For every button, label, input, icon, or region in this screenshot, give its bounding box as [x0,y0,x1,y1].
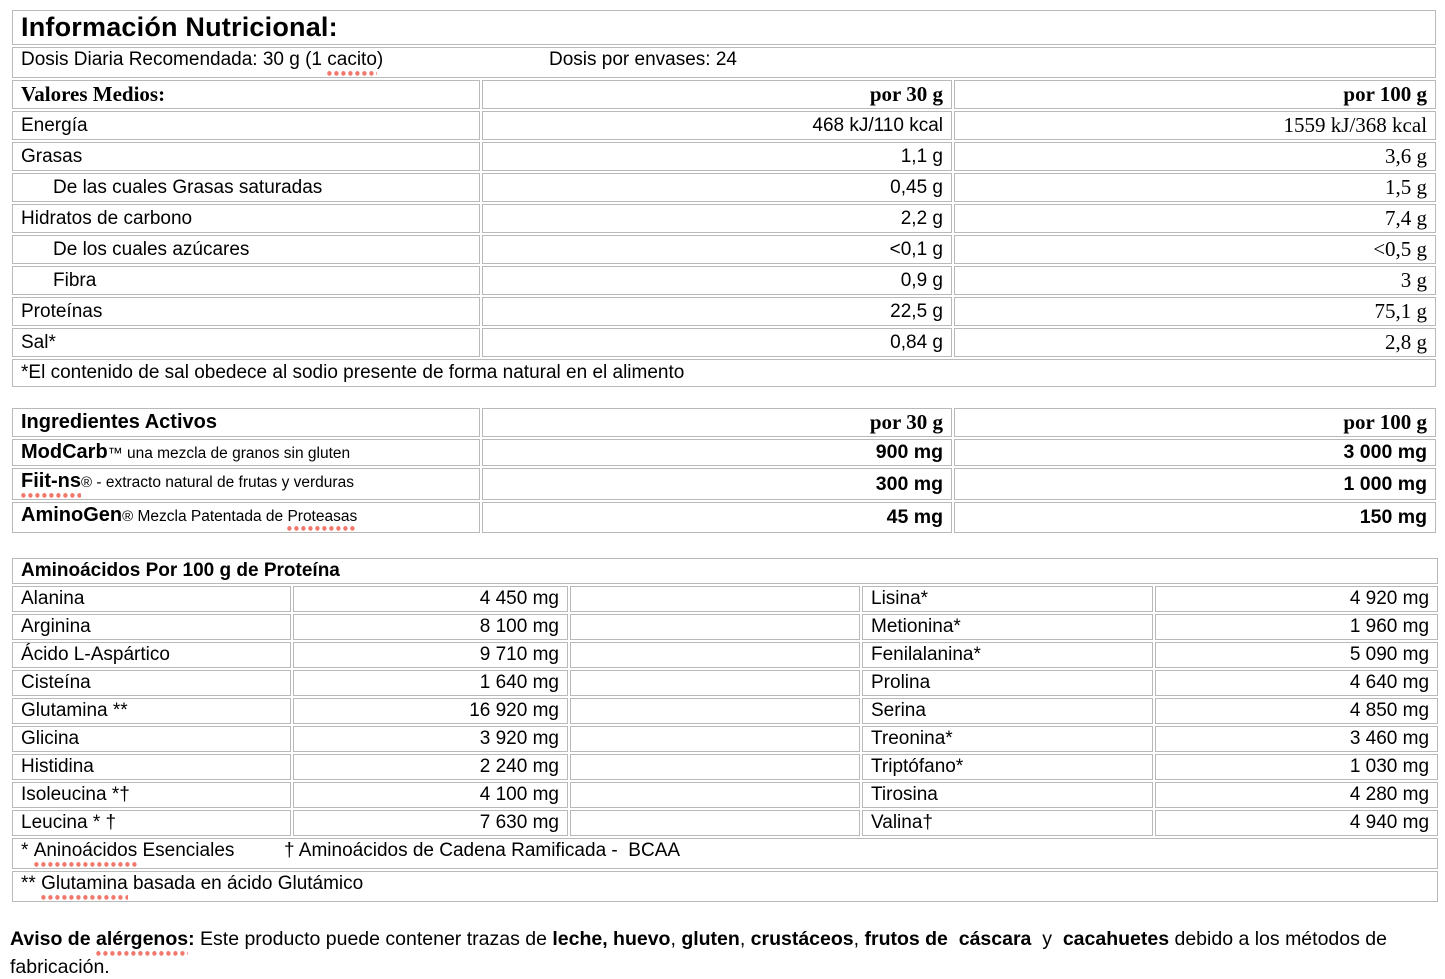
page-title: Información Nutricional: [12,10,1436,45]
amino-name: Prolina [862,670,1153,696]
spacer-cell [570,642,860,668]
misspelled-word: Aninoácidos [34,840,138,867]
table-row [12,871,1438,902]
table-row [12,838,1438,869]
amino-value: 1 960 mg [1155,614,1438,640]
table-row [12,782,1438,808]
value-per-100g: 3,6 g [954,142,1436,171]
amino-value: 5 090 mg [1155,642,1438,668]
value-per-100g: 150 mg [954,502,1436,533]
table-row [12,754,1438,780]
amino-value: 8 100 mg [293,614,568,640]
ingredient-label: AminoGen® Mezcla Patentada de Proteasas [12,502,480,533]
amino-value: 4 100 mg [293,782,568,808]
amino-name: Tirosina [862,782,1153,808]
column-header-per-100g: por 100 g [954,80,1436,109]
salt-footnote: *El contenido de sal obedece al sodio presente de forma natural en el alimento [12,359,1436,387]
column-header-ingredientes: Ingredientes Activos [12,408,480,437]
amino-acids-header: Aminoácidos Por 100 g de Proteína [12,558,1438,584]
value-per-30g: 0,84 g [482,328,952,357]
amino-name: Glicina [12,726,291,752]
amino-value: 2 240 mg [293,754,568,780]
table-row [12,726,1438,752]
value-per-30g: 900 mg [482,439,952,466]
table-row [12,359,1436,387]
table-header-row [12,408,1436,437]
spacer-cell [570,698,860,724]
value-per-100g: 2,8 g [954,328,1436,357]
nutrition-facts-table [10,8,1438,389]
essential-footnote: * Aninoácidos Esenciales † Aminoácidos de Cadena Ramificada - BCAA [12,838,1438,869]
value-per-30g: 1,1 g [482,142,952,171]
table-row [12,235,1436,264]
spacer-cell [570,614,860,640]
dosis-recomendada: Dosis Diaria Recomendada: 30 g (1 cacito) [21,49,549,76]
nutrient-label: De las cuales Grasas saturadas [12,173,480,202]
amino-acids-table [10,556,1440,904]
amino-value: 1 640 mg [293,670,568,696]
ingredient-label: ModCarb™ una mezcla de granos sin gluten [12,439,480,466]
nutrient-label: De los cuales azúcares [12,235,480,264]
amino-name: Ácido L-Aspártico [12,642,291,668]
amino-value: 4 920 mg [1155,586,1438,612]
amino-name: Glutamina ** [12,698,291,724]
spacer-cell [570,810,860,836]
value-per-30g: <0,1 g [482,235,952,264]
table-row [12,468,1436,500]
value-per-30g: 468 kJ/110 kcal [482,111,952,140]
column-header-valores: Valores Medios: [12,80,480,109]
misspelled-word: Proteasas [287,508,357,531]
amino-name: Serina [862,698,1153,724]
amino-value: 16 920 mg [293,698,568,724]
column-header-per-30g: por 30 g [482,408,952,437]
table-row [12,47,1436,78]
table-row [12,810,1438,836]
amino-value: 1 030 mg [1155,754,1438,780]
allergen-warning: Aviso de alérgenos: Este producto puede contener trazas de leche, huevo, gluten, crustáceos, frutos de cáscara y cacahuetes debido a los métodos de fabricación. [10,928,1393,978]
active-ingredients-table [10,406,1438,535]
nutrient-label: Proteínas [12,297,480,326]
value-per-100g: <0,5 g [954,235,1436,264]
nutrient-label: Energía [12,111,480,140]
nutrient-label: Hidratos de carbono [12,204,480,233]
amino-value: 4 940 mg [1155,810,1438,836]
table-row [12,204,1436,233]
value-per-30g: 300 mg [482,468,952,500]
spacer-cell [570,782,860,808]
value-per-100g: 1 000 mg [954,468,1436,500]
value-per-100g: 1,5 g [954,173,1436,202]
table-row [12,670,1438,696]
amino-name: Lisina* [862,586,1153,612]
value-per-30g: 22,5 g [482,297,952,326]
amino-name: Alanina [12,586,291,612]
nutrition-label [10,8,1438,979]
amino-value: 4 850 mg [1155,698,1438,724]
spacer-cell [570,726,860,752]
amino-value: 4 280 mg [1155,782,1438,808]
amino-name: Cisteína [12,670,291,696]
table-header-row [12,558,1438,584]
table-row [12,642,1438,668]
amino-name: Leucina * † [12,810,291,836]
misspelled-word: Fiit-ns [21,470,81,498]
amino-name: Histidina [12,754,291,780]
misspelled-word: alérgenos [96,928,188,956]
value-per-30g: 2,2 g [482,204,952,233]
value-per-100g: 75,1 g [954,297,1436,326]
table-row [12,266,1436,295]
amino-name: Treonina* [862,726,1153,752]
amino-name: Metionina* [862,614,1153,640]
ingredient-label: Fiit-ns® - extracto natural de frutas y verduras [12,468,480,500]
amino-value: 4 450 mg [293,586,568,612]
amino-name: Triptófano* [862,754,1153,780]
table-row [12,698,1438,724]
table-row [12,297,1436,326]
amino-name: Valina† [862,810,1153,836]
value-per-30g: 0,45 g [482,173,952,202]
dosis-row [12,47,1436,78]
value-per-100g: 1559 kJ/368 kcal [954,111,1436,140]
value-per-100g: 3 000 mg [954,439,1436,466]
spacer-cell [570,754,860,780]
table-row [12,111,1436,140]
amino-value: 3 460 mg [1155,726,1438,752]
value-per-100g: 3 g [954,266,1436,295]
table-row [12,173,1436,202]
amino-name: Arginina [12,614,291,640]
table-row [12,328,1436,357]
value-per-30g: 0,9 g [482,266,952,295]
misspelled-word: cacito [327,49,377,76]
glutamine-footnote: ** Glutamina basada en ácido Glutámico [12,871,1438,902]
nutrient-label: Sal* [12,328,480,357]
table-row [12,10,1436,45]
value-per-30g: 45 mg [482,502,952,533]
amino-name: Fenilalanina* [862,642,1153,668]
table-header-row [12,80,1436,109]
table-row [12,614,1438,640]
amino-name: Isoleucina *† [12,782,291,808]
dosis-por-envases: Dosis por envases: 24 [549,49,737,70]
column-header-per-100g: por 100 g [954,408,1436,437]
column-header-per-30g: por 30 g [482,80,952,109]
spacer-cell [570,586,860,612]
nutrient-label: Fibra [12,266,480,295]
misspelled-word: Glutamina [41,873,128,900]
table-row [12,502,1436,533]
spacer-cell [570,670,860,696]
table-row [12,586,1438,612]
nutrient-label: Grasas [12,142,480,171]
amino-value: 9 710 mg [293,642,568,668]
amino-value: 4 640 mg [1155,670,1438,696]
value-per-100g: 7,4 g [954,204,1436,233]
amino-value: 3 920 mg [293,726,568,752]
amino-value: 7 630 mg [293,810,568,836]
table-row [12,439,1436,466]
table-row [12,142,1436,171]
